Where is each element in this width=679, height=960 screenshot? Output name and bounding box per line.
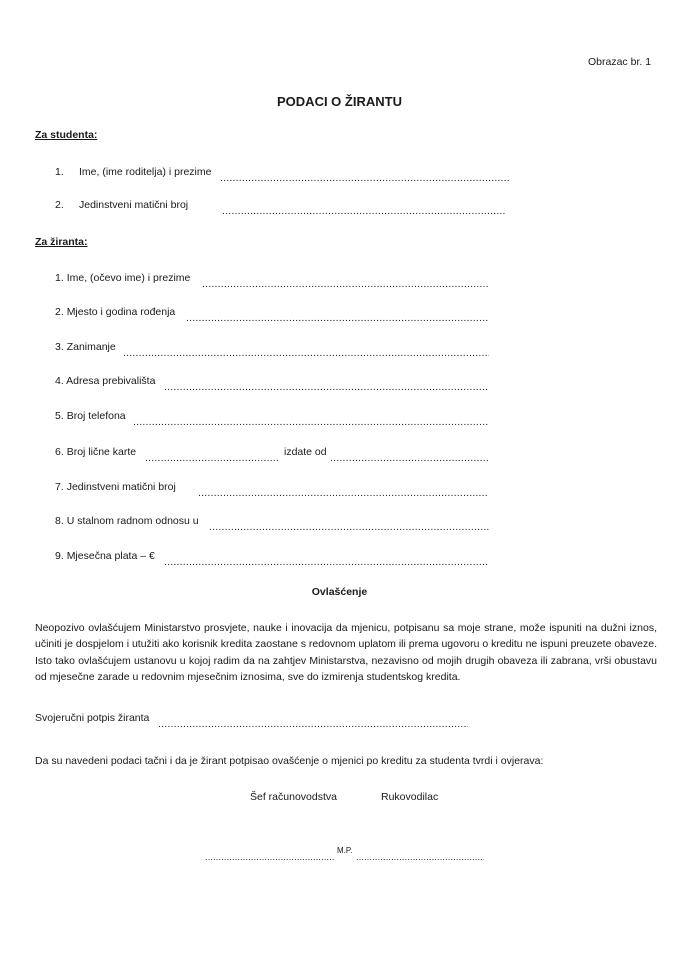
guarantor-field-1 bbox=[55, 272, 190, 284]
guarantor-phone-input[interactable] bbox=[133, 410, 489, 428]
guarantor-field-6 bbox=[55, 446, 136, 458]
guarantor-field-9 bbox=[55, 550, 155, 562]
accounting-head-signature-line[interactable] bbox=[205, 844, 335, 862]
guarantor-salary-label: Mjesečna plata – € bbox=[66, 550, 155, 562]
guarantor-field-7 bbox=[55, 481, 176, 493]
guarantor-address-input[interactable] bbox=[164, 375, 489, 393]
guarantor-address-label: Adresa prebivališta bbox=[66, 375, 156, 387]
guarantor-field-9-number: 9. bbox=[55, 550, 64, 562]
student-name-label: Ime, (ime roditelja) i prezime bbox=[79, 166, 212, 178]
guarantor-field-4-number: 4. bbox=[55, 375, 64, 387]
student-field-1-number: 1. bbox=[55, 166, 64, 178]
guarantor-field-3 bbox=[55, 341, 116, 353]
guarantor-idcard-input[interactable] bbox=[145, 446, 280, 464]
guarantor-field-8 bbox=[55, 515, 199, 527]
guarantor-field-3-number: 3. bbox=[55, 341, 64, 353]
director-title: Rukovodilac bbox=[381, 791, 439, 803]
guarantor-issued-by-input[interactable] bbox=[330, 446, 488, 464]
guarantor-employer-input[interactable] bbox=[209, 515, 489, 533]
page-title: PODACI O ŽIRANTU bbox=[277, 94, 402, 109]
student-name-input[interactable] bbox=[220, 166, 509, 184]
guarantor-jmbg-label: Jedinstveni matični broj bbox=[66, 481, 176, 493]
guarantor-employer-label: U stalnom radnom odnosu u bbox=[66, 515, 199, 527]
guarantor-jmbg-input[interactable] bbox=[198, 481, 488, 499]
guarantor-field-2 bbox=[55, 306, 175, 318]
guarantor-section-heading: Za žiranta: bbox=[35, 236, 88, 248]
student-id-input[interactable] bbox=[222, 199, 506, 217]
guarantor-signature-label: Svojeručni potpis žiranta bbox=[35, 712, 150, 724]
guarantor-field-5-number: 5. bbox=[55, 410, 64, 422]
guarantor-idcard-label: Broj lične karte bbox=[66, 446, 137, 458]
form-number: Obrazac br. 1 bbox=[588, 56, 652, 68]
confirmation-text: Da su navedeni podaci tačni i da je žirant potpisao ovašćenje o mjenici po kreditu za studenta tvrdi i ovjerava: bbox=[35, 755, 544, 767]
student-field-2-number: 2. bbox=[55, 199, 64, 211]
guarantor-field-7-number: 7. bbox=[55, 481, 64, 493]
guarantor-field-2-number: 2. bbox=[55, 306, 64, 318]
guarantor-field-5 bbox=[55, 410, 126, 422]
guarantor-field-4 bbox=[55, 375, 155, 387]
director-signature-line[interactable] bbox=[356, 844, 484, 862]
guarantor-occupation-input[interactable] bbox=[123, 341, 489, 359]
guarantor-phone-label: Broj telefona bbox=[66, 410, 126, 422]
guarantor-birth-label: Mjesto i godina rođenja bbox=[66, 306, 176, 318]
guarantor-field-1-number: 1. bbox=[55, 272, 64, 284]
guarantor-occupation-label: Zanimanje bbox=[66, 341, 116, 353]
guarantor-salary-input[interactable] bbox=[164, 550, 489, 568]
guarantor-signature-line[interactable] bbox=[158, 712, 468, 730]
authorization-heading: Ovlašćenje bbox=[311, 586, 368, 598]
authorization-paragraph: Neopozivo ovlašćujem Ministarstvo prosvjete, nauke i inovacija da mjenicu, potpisanu sa moje strane, može ispuniti na dužni iznos, učiniti je dospjelom i utužiti ako korisnik kredita zaostane s redovnom uplatom ili prema ugovoru o kreditu ne ispuni preuzete obaveze. Isto tako ovlašćujem ustanovu u kojoj radim da na zahtjev Ministarstva, nezavisno od mojih drugih obaveza ili zabrana, vrši obustavu od mjesečne zarade u redovnim mjesečnim iznosima, sve do izmirenja studentskog kredita. bbox=[35, 622, 657, 683]
accounting-head-title: Šef računovodstva bbox=[250, 791, 337, 803]
guarantor-birth-input[interactable] bbox=[186, 306, 488, 324]
guarantor-name-label: Ime, (očevo ime) i prezime bbox=[66, 272, 191, 284]
student-id-label: Jedinstveni matični broj bbox=[79, 199, 189, 211]
guarantor-field-8-number: 8. bbox=[55, 515, 64, 527]
stamp-placeholder: M.P. bbox=[337, 846, 353, 855]
guarantor-name-input[interactable] bbox=[202, 272, 488, 290]
guarantor-issued-by-label: izdate od bbox=[284, 446, 327, 458]
student-section-heading: Za studenta: bbox=[35, 129, 98, 141]
guarantor-field-6-number: 6. bbox=[55, 446, 64, 458]
